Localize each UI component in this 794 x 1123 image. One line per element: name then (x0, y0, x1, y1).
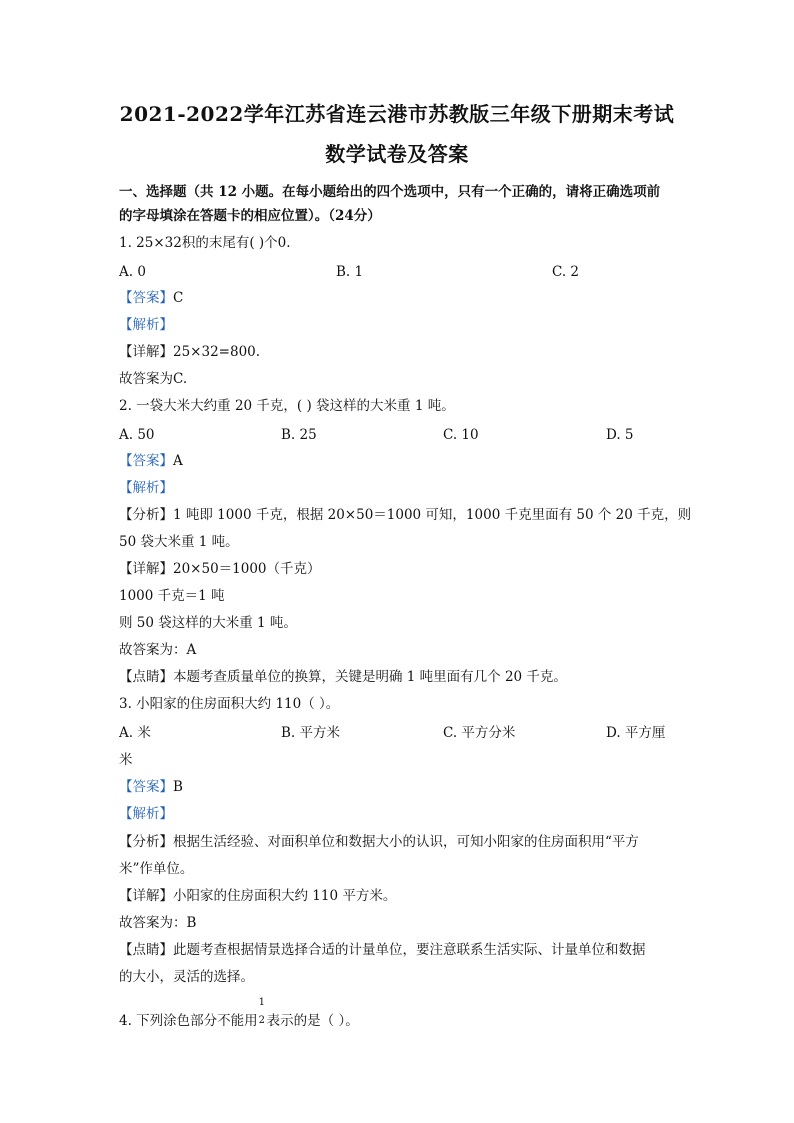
q3-option-d-wrap: 米 (119, 752, 133, 768)
q2-detail-2: 1000 千克＝1 吨 (119, 588, 225, 604)
section-heading-line-1: 一、选择题（共 12 小题。在每小题给出的四个选项中，只有一个正确的，请将正确选项前 (119, 184, 661, 200)
fraction-denominator: 2 (258, 1015, 266, 1026)
q2-option-a: A. 50 (119, 427, 155, 443)
q2-option-b: B. 25 (281, 427, 317, 443)
answer-value: C (173, 290, 184, 306)
q3-stem: 3. 小阳家的住房面积大约 110（ ）。 (119, 696, 340, 712)
q2-answer (119, 452, 183, 470)
q3-analysis-tag: 【解析】 (119, 806, 173, 822)
q3-option-b: B. 平方米 (281, 725, 341, 741)
q2-conclusion: 故答案为：A (119, 642, 197, 658)
answer-value: B (173, 779, 183, 795)
q1-conclusion: 故答案为C. (119, 371, 188, 387)
q1-option-a: A. 0 (119, 264, 146, 280)
q1-analysis-tag: 【解析】 (119, 317, 173, 333)
answer-tag: 【答案】 (119, 779, 173, 795)
q3-option-c: C. 平方分米 (443, 725, 516, 741)
section-heading-line-2: 的字母填涂在答题卡的相应位置）。（24分） (119, 208, 381, 224)
q3-conclusion: 故答案为：B (119, 915, 197, 931)
q3-analysis-line-1: 【分析】根据生活经验、对面积单位和数据大小的认识，可知小阳家的住房面积用“平方 (119, 834, 639, 850)
q1-answer (119, 289, 183, 307)
q1-stem: 1. 25×32积的末尾有( )个0. (119, 235, 291, 251)
q2-analysis-tag: 【解析】 (119, 480, 173, 496)
fraction-one-half (258, 997, 267, 1030)
q2-detail-3: 则 50 袋这样的大米重 1 吨。 (119, 615, 297, 631)
q3-option-d: D. 平方厘 (606, 725, 666, 741)
q2-dianjing: 【点睛】本题考查质量单位的换算，关键是明确 1 吨里面有几个 20 千克。 (119, 669, 567, 685)
doc-title-line-2: 数学试卷及答案 (325, 142, 469, 166)
q4-stem-before: 4. 下列涂色部分不能用 (119, 1013, 258, 1029)
q2-option-c: C. 10 (443, 427, 479, 443)
q4-stem (119, 997, 359, 1030)
q2-detail: 【详解】20×50＝1000（千克） (119, 561, 321, 577)
q1-option-b: B. 1 (336, 264, 364, 280)
doc-title-line-1: 2021-2022学年江苏省连云港市苏教版三年级下册期末考试 (119, 102, 675, 126)
q3-dianjing-line-1: 【点睛】此题考查根据情景选择合适的计量单位，要注意联系生活实际、计量单位和数据 (119, 942, 646, 958)
q2-stem: 2. 一袋大米大约重 20 千克，( ) 袋这样的大米重 1 吨。 (119, 398, 455, 414)
q2-analysis-line-2: 50 袋大米重 1 吨。 (119, 534, 239, 550)
answer-tag: 【答案】 (119, 290, 173, 306)
q3-answer (119, 778, 183, 796)
q3-option-a: A. 米 (119, 725, 151, 741)
answer-tag: 【答案】 (119, 453, 173, 469)
q1-option-c: C. 2 (552, 264, 580, 280)
q3-detail: 【详解】小阳家的住房面积大约 110 平方米。 (119, 888, 397, 904)
q3-dianjing-line-2: 的大小，灵活的选择。 (119, 969, 254, 985)
q2-analysis-line-1: 【分析】1 吨即 1000 千克，根据 20×50＝1000 可知，1000 千克里面有 50 个 20 千克，则 (119, 507, 692, 523)
fraction-numerator: 1 (258, 997, 266, 1008)
answer-value: A (173, 453, 183, 469)
q3-analysis-line-2: 米”作单位。 (119, 861, 194, 877)
q1-detail: 【详解】25×32=800. (119, 344, 261, 360)
q4-stem-after: 表示的是（ ）。 (266, 1013, 359, 1029)
q2-option-d: D. 5 (606, 427, 634, 443)
